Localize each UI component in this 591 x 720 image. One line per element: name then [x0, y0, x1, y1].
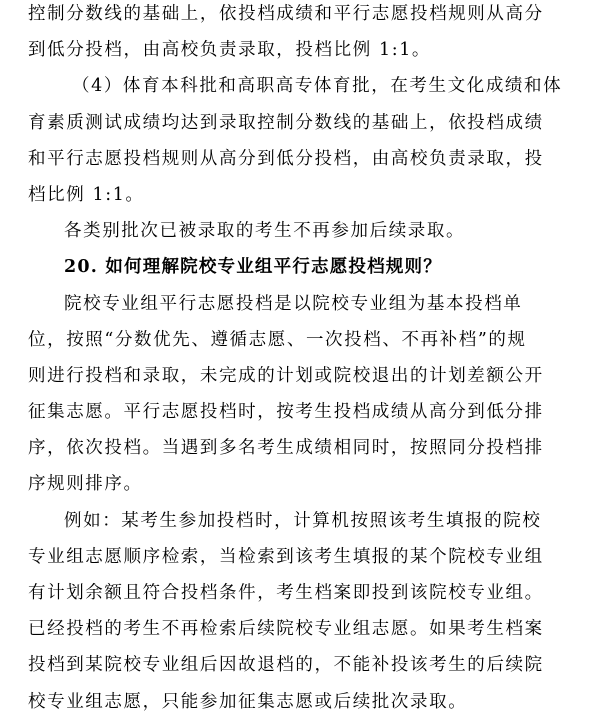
paragraph-line: 育素质测试成绩均达到录取控制分数线的基础上，依投档成绩	[28, 112, 544, 133]
paragraph-line: 例如：某考生参加投档时，计算机按照该考生填报的院校	[64, 510, 542, 531]
paragraph-line: 档比例 1:1。	[28, 184, 145, 205]
paragraph-line: 校专业组志愿，只能参加征集志愿或后续批次录取。	[28, 691, 468, 712]
section-heading: 20. 如何理解院校专业组平行志愿投档规则？	[64, 257, 442, 278]
document-page	[28, 0, 568, 720]
paragraph-line: 位，按照“分数优先、遵循志愿、一次投档、不再补档”的规	[28, 329, 527, 350]
paragraph-line: 已经投档的考生不再检索后续院校专业组志愿。如果考生档案	[28, 619, 544, 640]
paragraph-line: （4）体育本科批和高职高专体育批，在考生文化成绩和体	[72, 76, 563, 97]
paragraph-line: 到低分投档，由高校负责录取，投档比例 1:1。	[28, 40, 432, 61]
paragraph-line: 有计划余额且符合投档条件，考生档案即投到该院校专业组。	[28, 583, 544, 603]
paragraph-line: 控制分数线的基础上，依投档成绩和平行志愿投档规则从高分	[28, 4, 544, 24]
paragraph-line: 则进行投档和录取，未完成的计划或院校退出的计划差额公开	[28, 365, 544, 386]
paragraph-line: 征集志愿。平行志愿投档时，按考生投档成绩从高分到低分排	[28, 402, 544, 423]
paragraph-line: 院校专业组平行志愿投档是以院校专业组为基本投档单	[64, 293, 523, 314]
paragraph-line: 专业组志愿顺序检索，当检索到该考生填报的某个院校专业组	[28, 546, 544, 567]
paragraph-line: 序规则排序。	[28, 474, 143, 495]
paragraph-line: 投档到某院校专业组后因故退档的，不能补投该考生的后续院	[28, 655, 544, 676]
paragraph-line: 和平行志愿投档规则从高分到低分投档，由高校负责录取，投	[28, 148, 544, 169]
paragraph-line: 各类别批次已被录取的考生不再参加后续录取。	[64, 221, 466, 242]
paragraph-line: 序，依次投档。当遇到多名考生成绩相同时，按照同分投档排	[28, 438, 544, 459]
